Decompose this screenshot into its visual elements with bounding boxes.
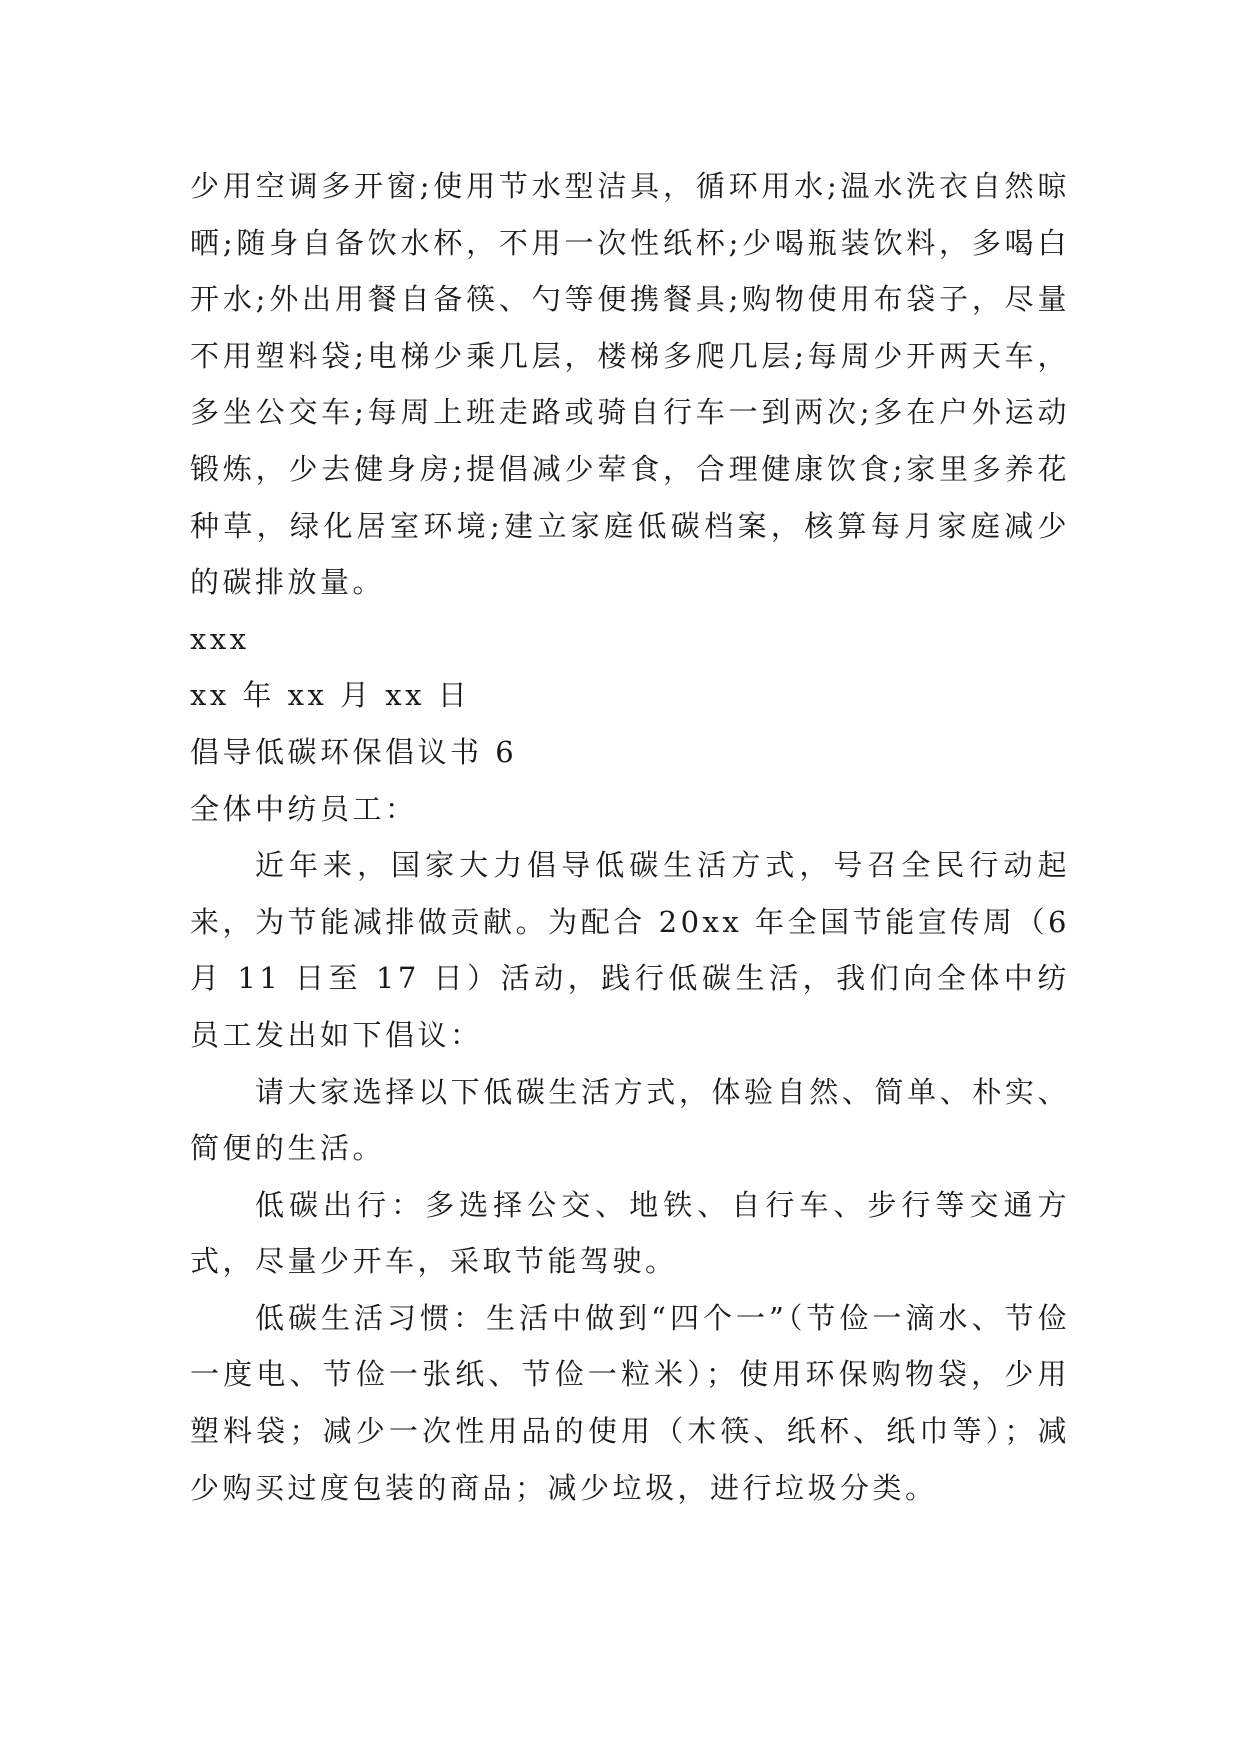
- signature: xxx: [190, 621, 250, 656]
- body-paragraph-2: 近年来，国家大力倡导低碳生活方式，号召全民行动起来，为节能减排做贡献。为配合 20xx 年全国节能宣传周（6 月 11 日至 17 日）活动，践行低碳生活，我们向全体中纺员工发出如下倡议：: [190, 848, 1070, 1052]
- date-line: xx 年 xx 月 xx 日: [190, 678, 471, 713]
- body-paragraph-5: 低碳生活习惯：生活中做到“四个一”（节俭一滴水、节俭一度电、节俭一张纸、节俭一粒米）；使用环保购物袋，少用塑料袋；减少一次性用品的使用（木筷、纸杯、纸巾等）；减少购买过度包装的商品；减少垃圾，进行垃圾分类。: [190, 1300, 1070, 1505]
- section-title: 倡导低碳环保倡议书 6: [190, 734, 518, 769]
- body-paragraph-1: 少用空调多开窗;使用节水型洁具，循环用水;温水洗衣自然晾晒;随身自备饮水杯，不用一次性纸杯;少喝瓶装饮料，多喝白开水;外出用餐自备筷、勺等便携餐具;购物使用布袋子，尽量不用塑料袋;电梯少乘几层，楼梯多爬几层;每周少开两天车，多坐公交车;每周上班走路或骑自行车一到两次;多在户外运动锻炼，少去健身房;提倡减少荤食，合理健康饮食;家里多养花种草，绿化居室环境;建立家庭低碳档案，核算每月家庭减少的碳排放量。: [190, 169, 1070, 600]
- salutation: 全体中纺员工：: [190, 791, 418, 826]
- body-paragraph-3: 请大家选择以下低碳生活方式，体验自然、简单、朴实、简便的生活。: [190, 1074, 1070, 1166]
- body-paragraph-4: 低碳出行：多选择公交、地铁、自行车、步行等交通方式，尽量少开车，采取节能驾驶。: [190, 1187, 1070, 1279]
- document-body: [190, 158, 1070, 1516]
